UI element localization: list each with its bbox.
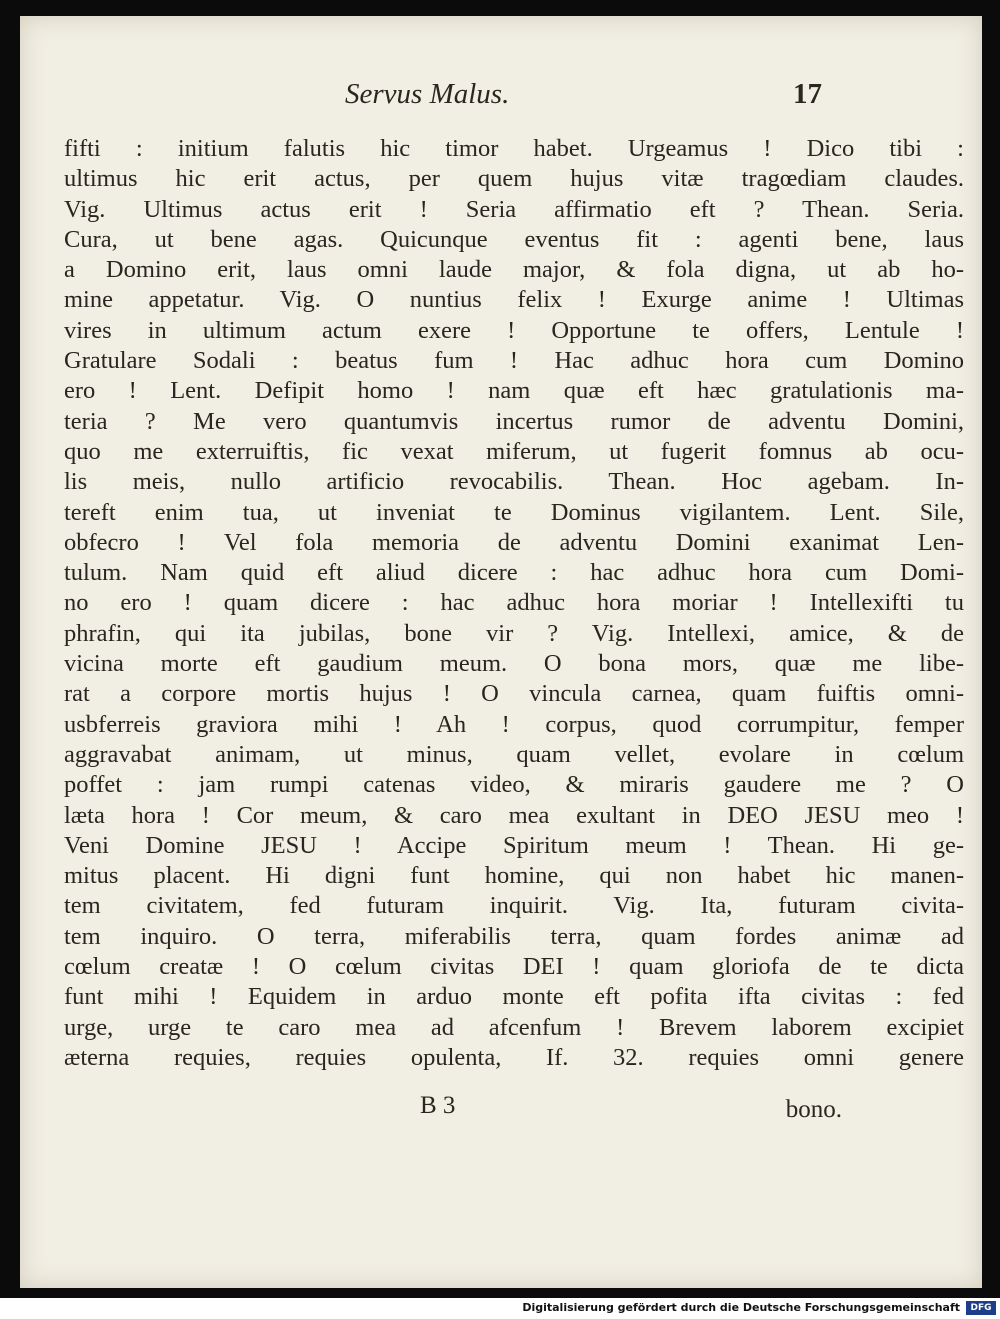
text-line: Vig. Ultimus actus erit ! Seria affirmatio eft ? Thean. Seria. [64, 195, 964, 223]
text-line: a Domino erit, laus omni laude major, & fola digna, ut ab ho- [64, 256, 964, 284]
book-page [20, 16, 982, 1288]
running-head-title: Servus Malus. [345, 78, 510, 110]
text-line: mine appetatur. Vig. O nuntius felix ! Exurge anime ! Ultimas [64, 286, 964, 314]
text-line: mitus placent. Hi digni funt homine, qui non habet hic manen- [64, 862, 964, 890]
text-line: ultimus hic erit actus, per quem hujus vitæ tragœdiam claudes. [64, 165, 964, 193]
footer-bar [0, 1298, 1000, 1319]
text-line: obfecro ! Vel fola memoria de adventu Domini exanimat Len- [64, 528, 964, 556]
text-line: vicina morte eft gaudium meum. O bona mors, quæ me libe- [64, 650, 964, 678]
text-line: tem inquiro. O terra, miferabilis terra, quam fordes animæ ad [64, 922, 964, 950]
page-number: 17 [793, 78, 822, 110]
text-line: vires in ultimum actum exere ! Opportune te offers, Lentule ! [64, 316, 964, 344]
catchword: bono. [785, 1096, 842, 1123]
catchline [20, 1092, 982, 1124]
text-line: læta hora ! Cor meum, & caro mea exultant in DEO JESU meo ! [64, 801, 964, 829]
footer-credit: Digitalisierung gefördert durch die Deutsche Forschungsgemeinschaft [522, 1301, 960, 1314]
text-line: tulum. Nam quid eft aliud dicere : hac adhuc hora cum Domi- [64, 559, 964, 587]
text-line: tereft enim tua, ut inveniat te Dominus vigilantem. Lent. Sile, [64, 498, 964, 526]
text-line: Gratulare Sodali : beatus fum ! Hac adhuc hora cum Domino [64, 347, 964, 375]
text-line: quo me exterruiftis, fic vexat miferum, ut fugerit fomnus ab ocu- [64, 437, 964, 465]
text-line: phrafin, qui ita jubilas, bone vir ? Vig. Intellexi, amice, & de [64, 619, 964, 647]
text-line: Veni Domine JESU ! Accipe Spiritum meum ! Thean. Hi ge- [64, 831, 964, 859]
text-line: usbferreis graviora mihi ! Ah ! corpus, quod corrumpitur, femper [64, 710, 964, 738]
body-text [64, 134, 964, 1073]
text-line: poffet : jam rumpi catenas video, & miraris gaudere me ? O [64, 771, 964, 799]
signature-mark: B 3 [420, 1092, 456, 1119]
text-line: tem civitatem, fed futuram inquirit. Vig. Ita, futuram civita- [64, 892, 964, 920]
text-line: lis meis, nullo artificio revocabilis. Thean. Hoc agebam. In- [64, 468, 964, 496]
running-head [20, 76, 982, 116]
text-line: teria ? Me vero quantumvis incertus rumor de adventu Domini, [64, 407, 964, 435]
text-line: fifti : initium falutis hic timor habet. Urgeamus ! Dico tibi : [64, 135, 964, 162]
text-line: rat a corpore mortis hujus ! O vincula carnea, quam fuiftis omni- [64, 680, 964, 708]
text-line: aggravabat animam, ut minus, quam vellet, evolare in cœlum [64, 740, 964, 768]
text-line: Cura, ut bene agas. Quicunque eventus fit : agenti bene, laus [64, 225, 964, 253]
text-line: æterna requies, requies opulenta, If. 32. requies omni genere [64, 1043, 964, 1071]
text-line: cœlum creatæ ! O cœlum civitas DEI ! quam gloriofa de te dicta [64, 953, 964, 981]
text-line: funt mihi ! Equidem in arduo monte eft pofita ifta civitas : fed [64, 983, 964, 1011]
dfg-logo-icon: DFG [966, 1301, 996, 1315]
text-line: ero ! Lent. Defipit homo ! nam quæ eft hæc gratulationis ma- [64, 377, 964, 405]
text-line: urge, urge te caro mea ad afcenfum ! Brevem laborem excipiet [64, 1013, 964, 1041]
text-line: no ero ! quam dicere : hac adhuc hora moriar ! Intellexifti tu [64, 589, 964, 617]
